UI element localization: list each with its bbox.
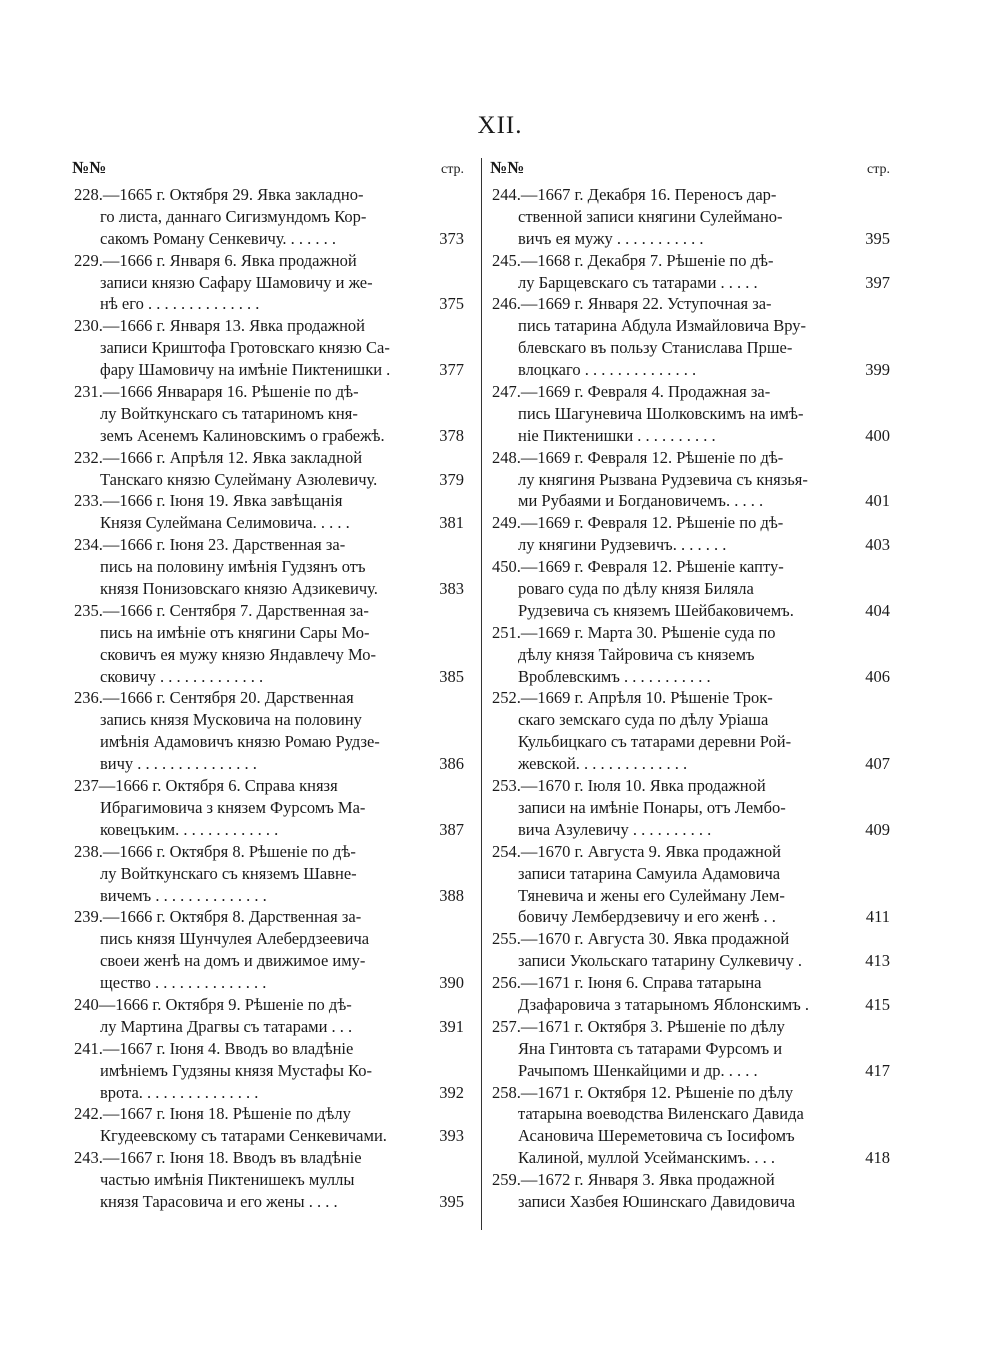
entry-line: сковичу . . . . . . . . . . . . . — [100, 666, 264, 686]
entry-line: пись князя Шунчулея Алебердзеевича — [100, 929, 370, 949]
page-column-label: стр. — [440, 162, 464, 177]
entry-line: лу Барщевскаго съ татарами . . . . . — [518, 272, 758, 292]
entry-line: сакомъ Роману Сенкевичу. . . . . . . — [100, 228, 337, 248]
number-column-label: №№ — [490, 158, 525, 177]
entry-line: лу Войткунскаго съ княземъ Шавне- — [100, 863, 357, 883]
toc-entry — [74, 1103, 464, 1147]
entry-line: Яна Гинтовта съ татарами Фурсомъ и — [518, 1038, 783, 1058]
toc-entry — [492, 250, 890, 294]
entry-line: 251.—1669 г. Марта 30. Рѣшеніе суда по — [492, 622, 776, 642]
entry-line: 247.—1669 г. Февраля 4. Продажная за- — [492, 382, 771, 402]
toc-entry — [74, 775, 464, 841]
toc-entry — [492, 687, 890, 775]
toc-entry — [74, 184, 464, 250]
entry-line: 259.—1672 г. Января 3. Явка продажной — [492, 1170, 775, 1190]
entry-line: записи Хазбея Юшинскаго Давидовича — [518, 1191, 796, 1211]
entry-line: лу Войткунскаго съ татариномъ кня- — [100, 403, 358, 423]
toc-entry — [492, 1016, 890, 1082]
toc-entry — [492, 512, 890, 556]
toc-column-left — [74, 158, 464, 1213]
page-ref: 413 — [865, 951, 890, 971]
entry-line: 234.—1666 г. Іюня 23. Дарственная за- — [74, 535, 346, 555]
entry-line: Князя Сулейманa Селимовича. . . . . — [100, 513, 350, 533]
entry-line: записи Криштофа Гротовскаго князю Са- — [100, 338, 390, 358]
entry-line: князя Понизовскаго князю Адзикевичу. — [100, 579, 378, 599]
entry-line: пись Шагуневича Шолковскимъ на имѣ- — [518, 403, 804, 423]
entry-line: 231.—1666 Январаря 16. Рѣшеніе по дѣ- — [74, 382, 359, 402]
page-ref: 404 — [865, 600, 890, 620]
entry-line: 252.—1669 г. Апрѣля 10. Рѣшеніе Трок- — [492, 688, 773, 708]
entry-line: 237—1666 г. Октября 6. Справа князя — [74, 776, 338, 796]
page-ref: 386 — [439, 754, 464, 774]
entry-line: записи татарина Самуила Адамовича — [518, 863, 781, 883]
toc-entry — [74, 534, 464, 600]
page-ref: 397 — [865, 272, 890, 292]
entry-line: татарына воеводства Виленскаго Давида — [518, 1104, 804, 1124]
entry-line: го листа, даннаго Сигизмундомъ Кор- — [100, 206, 367, 226]
page-ref: 393 — [439, 1126, 464, 1146]
entry-line: 238.—1666 г. Октября 8. Рѣшеніе по дѣ- — [74, 841, 356, 861]
page-ref: 395 — [865, 228, 890, 248]
number-column-label: №№ — [72, 158, 107, 177]
entry-line: 241.—1667 г. Іюня 4. Вводъ во владѣніе — [74, 1038, 354, 1058]
toc-column-right — [492, 158, 890, 1213]
entry-line: лу княгини Рудзевичъ. . . . . . . — [518, 535, 727, 555]
entry-line: князя Тарасовича и его жены . . . . — [100, 1191, 338, 1211]
entry-line: пись на половину имѣнія Гудзянъ отъ — [100, 557, 366, 577]
entry-line: Дзафаровича з татарыномъ Яблонскимъ . — [518, 994, 809, 1014]
page-column-label: стр. — [866, 162, 890, 177]
entry-line: запись князя Мусковича на половину — [100, 710, 362, 730]
entry-line: 248.—1669 г. Февраля 12. Рѣшеніе по дѣ- — [492, 447, 784, 467]
entry-line: своеи женѣ на домъ и движимое иму- — [100, 951, 366, 971]
entry-line: Танскаго князю Сулейману Азюлевичу. — [100, 469, 378, 489]
entry-line: 256.—1671 г. Іюня 6. Справа татарына — [492, 973, 762, 993]
toc-entry — [492, 622, 890, 688]
toc-entry — [492, 184, 890, 250]
toc-entry — [74, 315, 464, 381]
entry-line: 255.—1670 г. Августа 30. Явка продажной — [492, 929, 790, 949]
toc-entry — [492, 972, 890, 1016]
page-ref: 375 — [439, 294, 464, 314]
entry-line: 244.—1667 г. Декабря 16. Переносъ дар- — [492, 185, 777, 204]
entry-line: скаго земскаго суда по дѣлу Уріаша — [518, 710, 769, 730]
entry-line: имѣніемъ Гудзяны князя Мустафы Ко- — [100, 1060, 373, 1080]
entry-line: роваго суда по дѣлу князя Биляла — [518, 579, 754, 599]
page-ref: 388 — [439, 885, 464, 905]
toc-entry — [492, 775, 890, 841]
entry-line: 249.—1669 г. Февраля 12. Рѣшеніе по дѣ- — [492, 513, 784, 533]
page-ref: 391 — [439, 1016, 464, 1036]
entry-line: пись татарина Абдула Измайловича Вру- — [518, 316, 807, 336]
page-ref: 400 — [865, 425, 890, 445]
page-ref: 390 — [439, 973, 464, 993]
entry-line: записи Укольскаго татарину Сулкевичу . — [518, 951, 802, 971]
entry-line: фару Шамовичу на имѣніе Пиктенишки . — [100, 360, 391, 380]
page-ref: 406 — [865, 666, 890, 686]
entry-line: ственной записи княгини Сулеймано- — [518, 206, 783, 226]
page-ref: 409 — [865, 819, 890, 839]
page-ref: 385 — [439, 666, 464, 686]
entry-line: 243.—1667 г. Іюня 18. Вводъ въ владѣніе — [74, 1148, 362, 1168]
entry-line: 229.—1666 г. Января 6. Явка продажной — [74, 250, 357, 270]
entry-line: лу княгиня Рызвана Рудзевича съ князья- — [518, 469, 808, 489]
page-ref: 403 — [865, 535, 890, 555]
toc-entry — [492, 1169, 890, 1213]
column-divider — [481, 158, 482, 1230]
entry-line: 232.—1666 г. Апрѣля 12. Явка закладной — [74, 447, 363, 467]
toc-entry — [74, 841, 464, 907]
entry-line: 257.—1671 г. Октября 3. Рѣшеніе по дѣлу — [492, 1016, 785, 1036]
entry-line: вича Азулевичу . . . . . . . . . . — [518, 819, 712, 839]
entry-line: пись на имѣніе отъ княгини Сары Мо- — [100, 622, 370, 642]
toc-entry — [74, 906, 464, 994]
page-ref: 418 — [865, 1148, 890, 1168]
page-ref: 392 — [439, 1082, 464, 1102]
page-ref: 399 — [865, 360, 890, 380]
entry-line: 246.—1669 г. Января 22. Уступочная за- — [492, 294, 772, 314]
page-ref: 378 — [439, 425, 464, 445]
column-header — [492, 158, 890, 184]
entry-line: Калиной, муллой Усейманскимъ. . . . — [518, 1148, 775, 1168]
toc-entry — [74, 600, 464, 688]
entry-line: нѣ его . . . . . . . . . . . . . . — [100, 294, 260, 314]
entry-line: блевскаго въ пользу Станислава Пршe- — [518, 338, 793, 358]
page-ref: 415 — [865, 994, 890, 1014]
entry-line: вичъ ея мужу . . . . . . . . . . . — [518, 228, 704, 248]
toc-entry — [74, 994, 464, 1038]
entry-line: 254.—1670 г. Августа 9. Явка продажной — [492, 841, 781, 861]
toc-entry — [492, 1082, 890, 1170]
column-header — [74, 158, 464, 184]
entry-line: Рудзевича съ княземъ Шейбаковичемъ. — [518, 600, 794, 620]
entry-line: Кгудеевскому съ татарами Сенкевичами. — [100, 1126, 387, 1146]
entry-line: 239.—1666 г. Октября 8. Дарственная за- — [74, 907, 362, 927]
entry-line: 233.—1666 г. Іюня 19. Явка завѣщанія — [74, 491, 343, 511]
entry-line: Кульбицкаго съ татарами деревни Рой- — [518, 732, 792, 752]
toc-entry — [492, 381, 890, 447]
entry-line: 235.—1666 г. Сентября 7. Дарственная за- — [74, 600, 369, 620]
entry-line: щество . . . . . . . . . . . . . . — [100, 973, 267, 993]
entry-line: вичемъ . . . . . . . . . . . . . . — [100, 885, 267, 905]
entry-line: ковецъким. . . . . . . . . . . . . — [100, 819, 279, 839]
entry-line: влоцкаго . . . . . . . . . . . . . . — [518, 360, 697, 380]
entry-line: бовичу Лембердзевичу и его женѣ . . — [518, 907, 776, 927]
page-ref: 379 — [439, 469, 464, 489]
page-ref: 417 — [865, 1060, 890, 1080]
entry-line: жевской. . . . . . . . . . . . . . — [518, 754, 688, 774]
page-ref: 377 — [439, 360, 464, 380]
page-ref: 411 — [865, 907, 890, 927]
entry-line: Вроблевскимъ . . . . . . . . . . . — [518, 666, 711, 686]
page-number: XII. — [477, 112, 523, 139]
entry-line: имѣнія Адамовичъ князю Ромаю Рудзе- — [100, 732, 380, 752]
entry-line: вичу . . . . . . . . . . . . . . . — [100, 754, 257, 774]
entry-line: 230.—1666 г. Января 13. Явка продажной — [74, 316, 365, 336]
toc-entry — [492, 841, 890, 929]
toc-entry — [492, 293, 890, 381]
page-ref: 383 — [439, 579, 464, 599]
page-ref: 381 — [439, 513, 464, 533]
entry-line: 253.—1670 г. Іюля 10. Явка продажной — [492, 776, 766, 796]
entry-line: Рачыпомъ Шенкайцими и др. . . . . — [518, 1060, 758, 1080]
entry-line: врота. . . . . . . . . . . . . . . — [100, 1082, 259, 1102]
toc-entry — [492, 556, 890, 622]
toc-entry — [74, 1038, 464, 1104]
page-ref: 407 — [865, 754, 890, 774]
entry-line: лу Мартина Драгвы съ татарами . . . — [100, 1016, 353, 1036]
entry-line: 240—1666 г. Октября 9. Рѣшеніе по дѣ- — [74, 994, 352, 1014]
toc-entry — [492, 447, 890, 513]
entry-line: частью имѣнія Пиктенишекъ муллы — [100, 1170, 355, 1190]
entry-line: 258.—1671 г. Октября 12. Рѣшеніе по дѣлу — [492, 1082, 794, 1102]
toc-entry — [74, 1147, 464, 1213]
page-ref: 373 — [439, 228, 464, 248]
toc-entry — [492, 928, 890, 972]
entry-line: ми Рубаями и Богдановичемъ. . . . . — [518, 491, 764, 511]
entry-line: сковичъ ея мужу князю Яндавлечу Мо- — [100, 644, 376, 664]
entry-line: ніе Пиктенишки . . . . . . . . . . — [518, 425, 716, 445]
entry-line: 242.—1667 г. Іюня 18. Рѣшеніе по дѣлу — [74, 1104, 351, 1124]
entry-line: Ибрагимовича з князем Фурсомъ Ма- — [100, 797, 366, 817]
entry-line: 228.—1665 г. Октября 29. Явка закладно- — [74, 185, 364, 204]
entry-line: 245.—1668 г. Декабря 7. Рѣшеніе по дѣ- — [492, 250, 774, 270]
entry-line: 236.—1666 г. Сентября 20. Дарственная — [74, 688, 354, 708]
toc-entry — [74, 250, 464, 316]
page-ref: 401 — [865, 491, 890, 511]
page-ref: 395 — [439, 1191, 464, 1211]
entry-line: Тяневича и жены его Сулейману Лем- — [518, 885, 785, 905]
entry-line: земъ Асенемъ Калиновскимъ о грабежѣ. — [100, 425, 385, 445]
toc-entry — [74, 447, 464, 491]
entry-line: записи на имѣніе Понары, отъ Лембо- — [518, 797, 786, 817]
page-ref: 387 — [439, 819, 464, 839]
entry-line: 450.—1669 г. Февраля 12. Рѣшеніе капту- — [492, 557, 784, 577]
entry-line: записи князю Сафару Шамовичу и же- — [100, 272, 373, 292]
entry-line: дѣлу князя Тайровича съ княземъ — [518, 644, 755, 664]
toc-entry — [74, 490, 464, 534]
toc-entry — [74, 687, 464, 775]
toc-entry — [74, 381, 464, 447]
entry-line: Асановича Шереметовича съ Іосифомъ — [518, 1126, 795, 1146]
